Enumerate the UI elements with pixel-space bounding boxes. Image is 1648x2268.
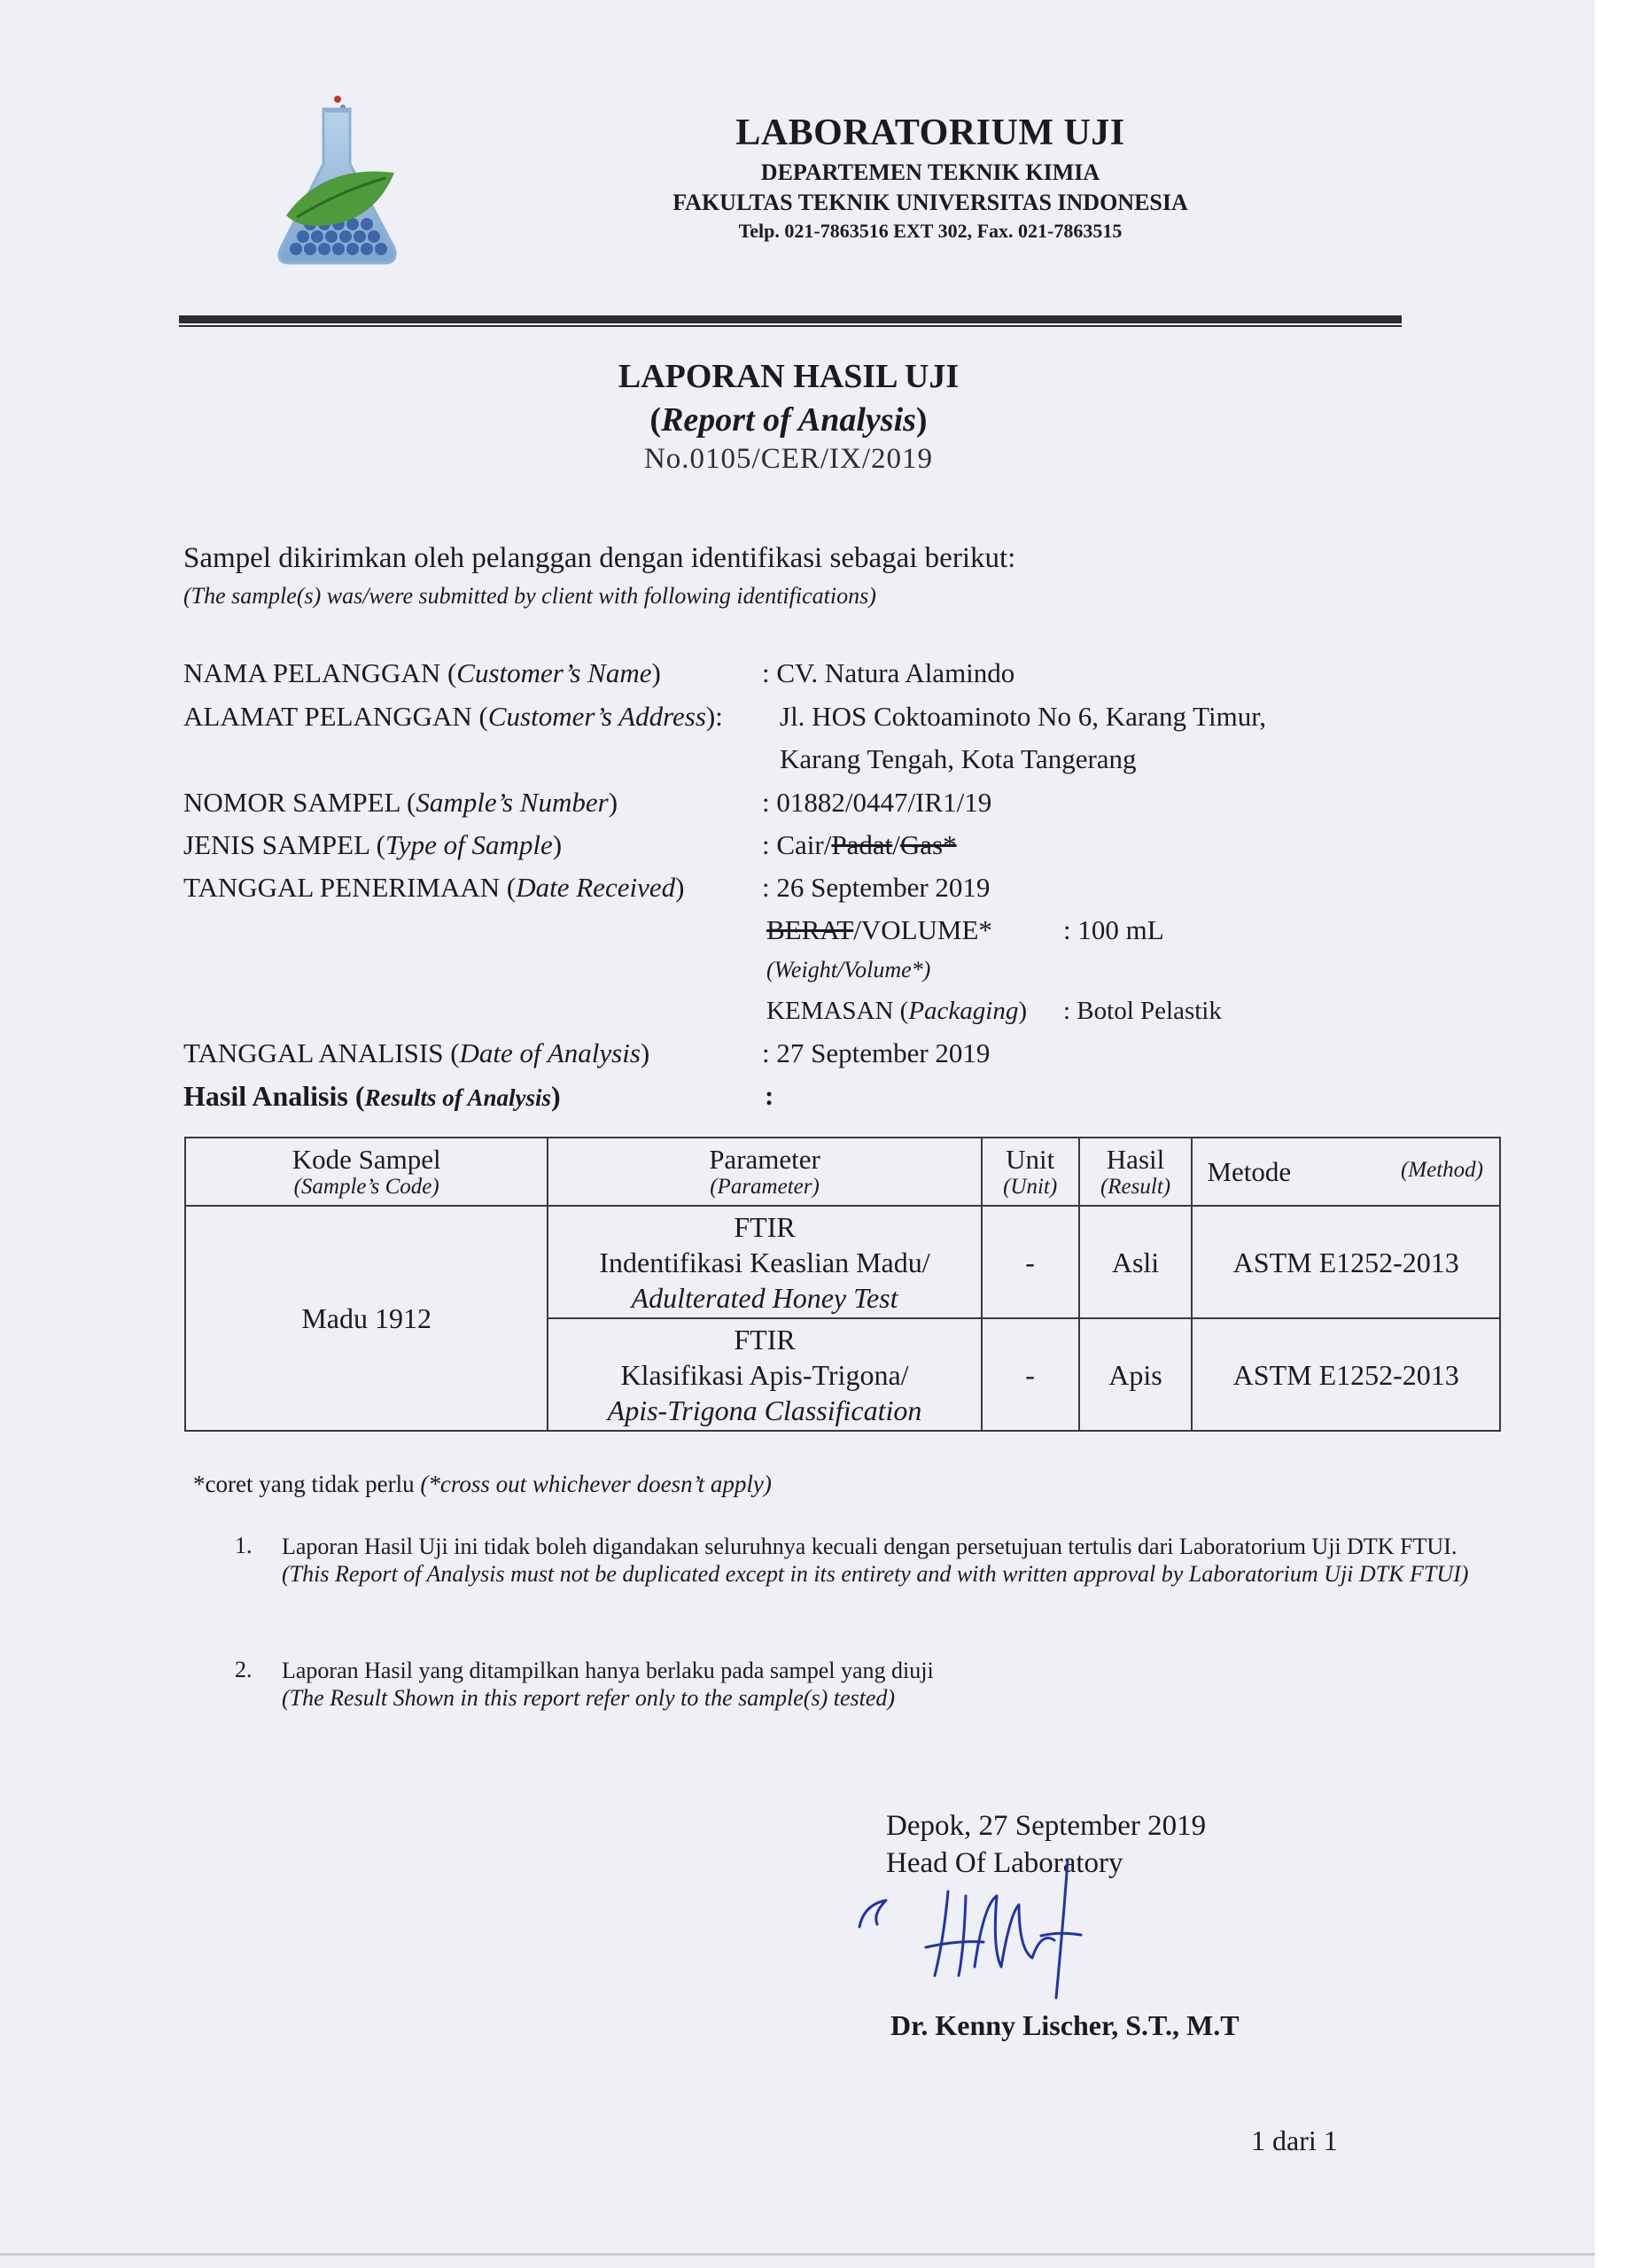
note-item: Laporan Hasil yang ditampilkan hanya berlaku pada sampel yang diuji (The Result Shown in this report refer only to the sample(s) tested) bbox=[282, 1658, 934, 1711]
weight-volume-label-en: (Weight/Volume*) bbox=[766, 957, 931, 983]
scan-margin bbox=[1595, 0, 1648, 2268]
footnote: *coret yang tidak perlu (*cross out whichever doesn’t apply) bbox=[193, 1471, 772, 1497]
signature-role: Head Of Laboratory bbox=[886, 1847, 1123, 1879]
scan-bottom-edge bbox=[0, 2253, 1595, 2256]
header-result: Hasil (Result) bbox=[1079, 1138, 1193, 1206]
header-unit: Unit (Unit) bbox=[982, 1138, 1079, 1206]
customer-address-line1: Jl. HOS Coktoaminoto No 6, Karang Timur, bbox=[780, 701, 1267, 732]
sample-code-cell: Madu 1912 bbox=[185, 1206, 548, 1431]
sample-type-label: JENIS SAMPEL (Type of Sample) bbox=[183, 829, 563, 860]
header-parameter: Parameter (Parameter) bbox=[548, 1138, 981, 1206]
packaging-value: : Botol Pelastik bbox=[1063, 997, 1222, 1025]
results-colon: : bbox=[765, 1080, 774, 1111]
header-method: Metode (Method) bbox=[1192, 1138, 1500, 1206]
lab-name: LABORATORIUM UJI bbox=[735, 113, 1125, 153]
intro-text: Sampel dikirimkan oleh pelanggan dengan identifikasi sebagai berikut: bbox=[183, 542, 1016, 574]
note-number: 1. bbox=[235, 1533, 253, 1558]
customer-address-label: ALAMAT PELANGGAN (Customer’s Address): bbox=[183, 701, 723, 732]
result-cell: Asli bbox=[1079, 1206, 1193, 1318]
weight-volume-label: BERAT/VOLUME* bbox=[766, 914, 992, 945]
report-subtitle: (Report of Analysis) bbox=[649, 401, 928, 439]
intro-text-en: (The sample(s) was/were submitted by client with following identifications) bbox=[183, 583, 876, 609]
faculty-name: FAKULTAS TEKNIK UNIVERSITAS INDONESIA bbox=[672, 190, 1188, 215]
parameter-cell: FTIR Indentifikasi Keaslian Madu/ Adulterated Honey Test bbox=[548, 1206, 981, 1318]
date-received-label: TANGGAL PENERIMAAN (Date Received) bbox=[183, 872, 685, 903]
unit-cell: - bbox=[982, 1206, 1079, 1318]
date-analysis-label: TANGGAL ANALISIS (Date of Analysis) bbox=[183, 1037, 650, 1068]
date-received-value: : 26 September 2019 bbox=[762, 872, 991, 903]
contact-phone: Telp. 021-7863516 EXT 302, Fax. 021-7863515 bbox=[738, 220, 1123, 242]
note-number: 2. bbox=[235, 1657, 253, 1682]
packaging-label: KEMASAN (Packaging) bbox=[766, 997, 1027, 1025]
table-header-row bbox=[185, 1138, 1500, 1206]
sample-number-value: : 01882/0447/IR1/19 bbox=[762, 787, 992, 818]
results-label: Hasil Analisis (Results of Analysis) bbox=[183, 1080, 561, 1112]
method-cell: ASTM E1252-2013 bbox=[1192, 1318, 1500, 1431]
signature-place-date: Depok, 27 September 2019 bbox=[886, 1810, 1207, 1842]
weight-volume-value: : 100 mL bbox=[1063, 914, 1164, 945]
header-divider-thin bbox=[179, 325, 1402, 327]
header-divider bbox=[179, 315, 1402, 323]
method-cell: ASTM E1252-2013 bbox=[1192, 1206, 1500, 1318]
result-cell: Apis bbox=[1079, 1318, 1193, 1431]
customer-name-label: NAMA PELANGGAN (Customer’s Name) bbox=[183, 657, 661, 688]
handwritten-signature bbox=[842, 1843, 1134, 2002]
signatory-name: Dr. Kenny Lischer, S.T., M.T bbox=[890, 2009, 1240, 2041]
report-number: No.0105/CER/IX/2019 bbox=[643, 443, 934, 475]
unit-cell: - bbox=[982, 1318, 1079, 1431]
customer-address-line2: Karang Tengah, Kota Tangerang bbox=[780, 743, 1137, 774]
customer-name-value: : CV. Natura Alamindo bbox=[762, 657, 1015, 688]
sample-number-label: NOMOR SAMPEL (Sample’s Number) bbox=[183, 787, 618, 818]
table-row bbox=[185, 1206, 1500, 1318]
results-table bbox=[184, 1137, 1501, 1432]
flask-with-leaf-icon bbox=[261, 93, 416, 270]
department-name: DEPARTEMEN TEKNIK KIMIA bbox=[760, 159, 1100, 185]
report-title: LAPORAN HASIL UJI bbox=[618, 358, 960, 395]
sample-type-value: : Cair/Padat/Gas* bbox=[762, 829, 957, 860]
date-analysis-value: : 27 September 2019 bbox=[762, 1037, 991, 1068]
header-sample-code: Kode Sampel (Sample’s Code) bbox=[185, 1138, 548, 1206]
parameter-cell: FTIR Klasifikasi Apis-Trigona/ Apis-Trigona Classification bbox=[548, 1318, 981, 1431]
page-number: 1 dari 1 bbox=[1251, 2124, 1338, 2156]
note-item: Laporan Hasil Uji ini tidak boleh digandakan seluruhnya kecuali dengan persetujuan tertulis dari Laboratorium Uji DTK FTUI. (This Report of Analysis must not be duplicated except in its entirety and with written approval by Laboratorium Uji DTK FTUI) bbox=[282, 1534, 1469, 1587]
